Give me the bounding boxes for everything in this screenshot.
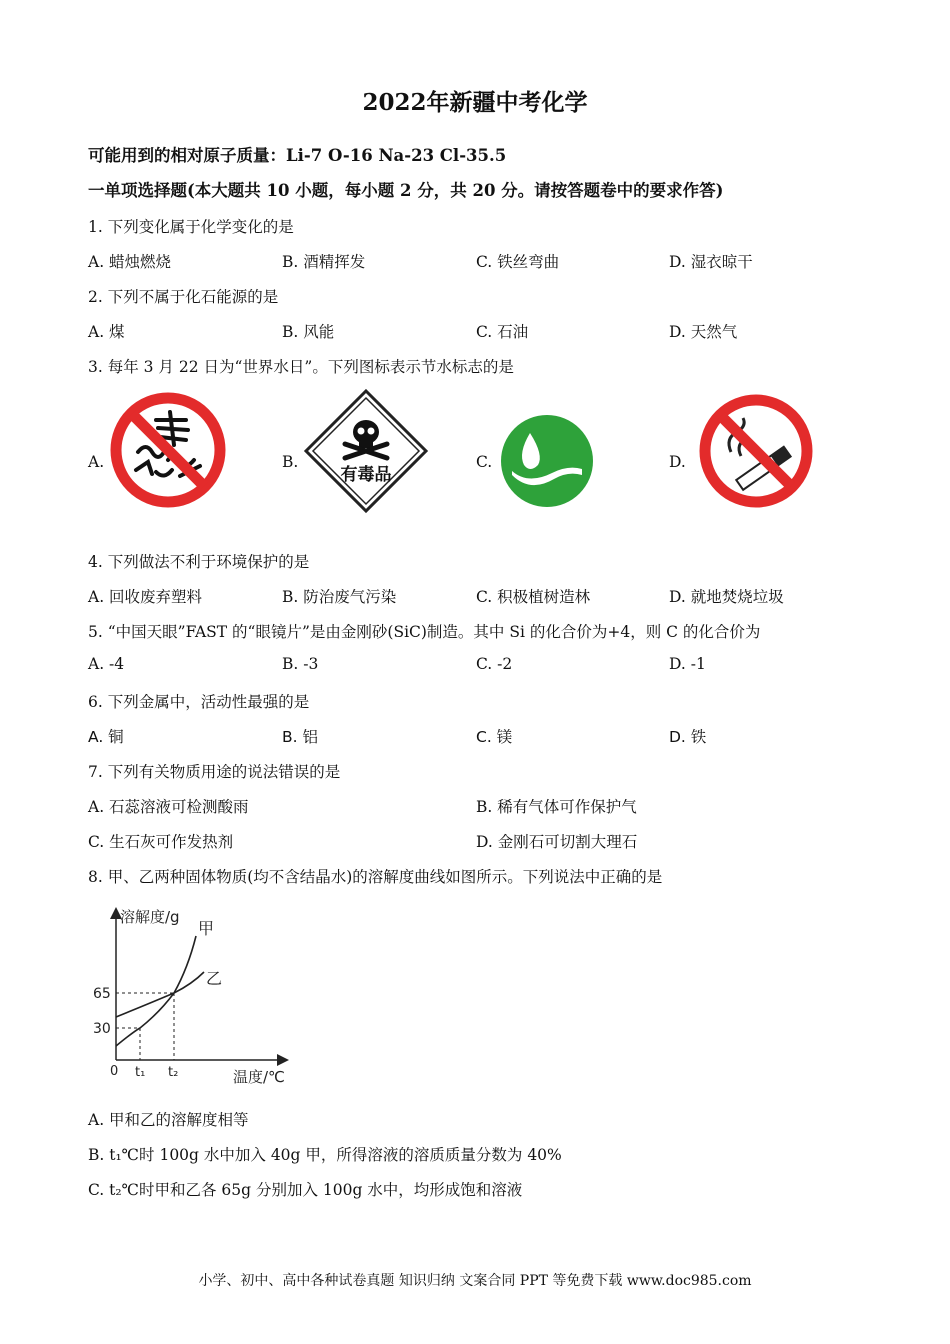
q4-option-b: B. 防治废气污染 xyxy=(282,588,397,606)
q6-option-d: D. 铁 xyxy=(669,728,707,746)
q6-option-c: C. 镁 xyxy=(476,728,513,746)
x-tick-t1: t₁ xyxy=(135,1065,146,1080)
series-jia-label: 甲 xyxy=(198,919,215,938)
no-burning-icon xyxy=(108,390,228,510)
poison-sign-icon xyxy=(303,388,429,514)
q7-option-c: C. 生石灰可作发热剂 xyxy=(88,833,234,851)
q7-option-a: A. 石蕊溶液可检测酸雨 xyxy=(88,798,249,816)
q1-option-d: D. 湿衣晾干 xyxy=(669,253,753,271)
q4-option-d: D. 就地焚烧垃圾 xyxy=(669,588,784,606)
poison-label: 有毒品 xyxy=(340,465,392,485)
q8-stem: 8. 甲、乙两种固体物质(均不含结晶水)的溶解度曲线如图所示。下列说法中正确的是 xyxy=(88,868,663,886)
q2-stem: 2. 下列不属于化石能源的是 xyxy=(88,288,279,306)
q3-option-c: C. xyxy=(476,453,493,471)
q3-option-a: A. xyxy=(88,453,105,471)
q8-option-c: C. t₂℃时甲和乙各 65g 分别加入 100g 水中，均形成饱和溶液 xyxy=(88,1181,523,1199)
q1-stem: 1. 下列变化属于化学变化的是 xyxy=(88,218,294,236)
q5-option-b: B. -3 xyxy=(282,655,319,673)
water-saving-icon xyxy=(498,413,596,509)
q1-option-a: A. 蜡烛燃烧 xyxy=(88,253,172,271)
y-tick-30: 30 xyxy=(93,1021,111,1037)
q6-stem: 6. 下列金属中，活动性最强的是 xyxy=(88,693,310,711)
q5-option-a: A. -4 xyxy=(88,655,125,673)
x-tick-t2: t₂ xyxy=(168,1065,179,1080)
q2-option-d: D. 天然气 xyxy=(669,323,738,341)
q1-option-c: C. 铁丝弯曲 xyxy=(476,253,560,271)
q7-stem: 7. 下列有关物质用途的说法错误的是 xyxy=(88,763,341,781)
q1-option-b: B. 酒精挥发 xyxy=(282,253,366,271)
atomic-mass-line: 可能用到的相对原子质量：Li-7 O-16 Na-23 Cl-35.5 xyxy=(88,146,507,165)
q7-option-b: B. 稀有气体可作保护气 xyxy=(476,798,637,816)
x-axis-label: 温度/℃ xyxy=(233,1068,285,1086)
q7-option-d: D. 金刚石可切割大理石 xyxy=(476,833,638,851)
q2-option-c: C. 石油 xyxy=(476,323,529,341)
page-footer: 小学、初中、高中各种试卷真题 知识归纳 文案合同 PPT 等免费下载 www.doc985.com xyxy=(198,1273,752,1289)
q8-option-a: A. 甲和乙的溶解度相等 xyxy=(88,1111,249,1129)
q2-option-b: B. 风能 xyxy=(282,323,335,341)
series-yi-label: 乙 xyxy=(206,969,223,988)
q2-option-a: A. 煤 xyxy=(88,323,125,341)
origin-label: 0 xyxy=(110,1064,119,1079)
q8-option-b: B. t₁℃时 100g 水中加入 40g 甲，所得溶液的溶质质量分数为 40% xyxy=(88,1146,562,1164)
no-smoking-icon xyxy=(695,392,817,510)
q5-option-c: C. -2 xyxy=(476,655,513,673)
page-title: 2022年新疆中考化学 xyxy=(362,89,588,116)
q3-stem: 3. 每年 3 月 22 日为“世界水日”。下列图标表示节水标志的是 xyxy=(88,358,514,376)
q3-option-d: D. xyxy=(669,453,686,471)
section-heading: 一单项选择题(本大题共 10 小题，每小题 2 分，共 20 分。请按答题卷中的要求作答) xyxy=(88,181,724,200)
q5-option-d: D. -1 xyxy=(669,655,706,673)
q4-option-c: C. 积极植树造林 xyxy=(476,588,591,606)
q6-option-b: B. 铝 xyxy=(282,728,318,746)
q5-stem: 5. “中国天眼”FAST 的“眼镜片”是由金刚砂(SiC)制造。其中 Si 的化合价为+4，则 C 的化合价为 xyxy=(88,623,761,641)
y-axis-label: 溶解度/g xyxy=(120,908,180,926)
solubility-chart xyxy=(88,900,298,1090)
q4-option-a: A. 回收废弃塑料 xyxy=(88,588,203,606)
series-jia-curve xyxy=(116,936,196,1046)
q4-stem: 4. 下列做法不利于环境保护的是 xyxy=(88,553,310,571)
q6-option-a: A. 铜 xyxy=(88,728,124,746)
y-tick-65: 65 xyxy=(93,986,111,1002)
q3-option-b: B. xyxy=(282,453,299,471)
